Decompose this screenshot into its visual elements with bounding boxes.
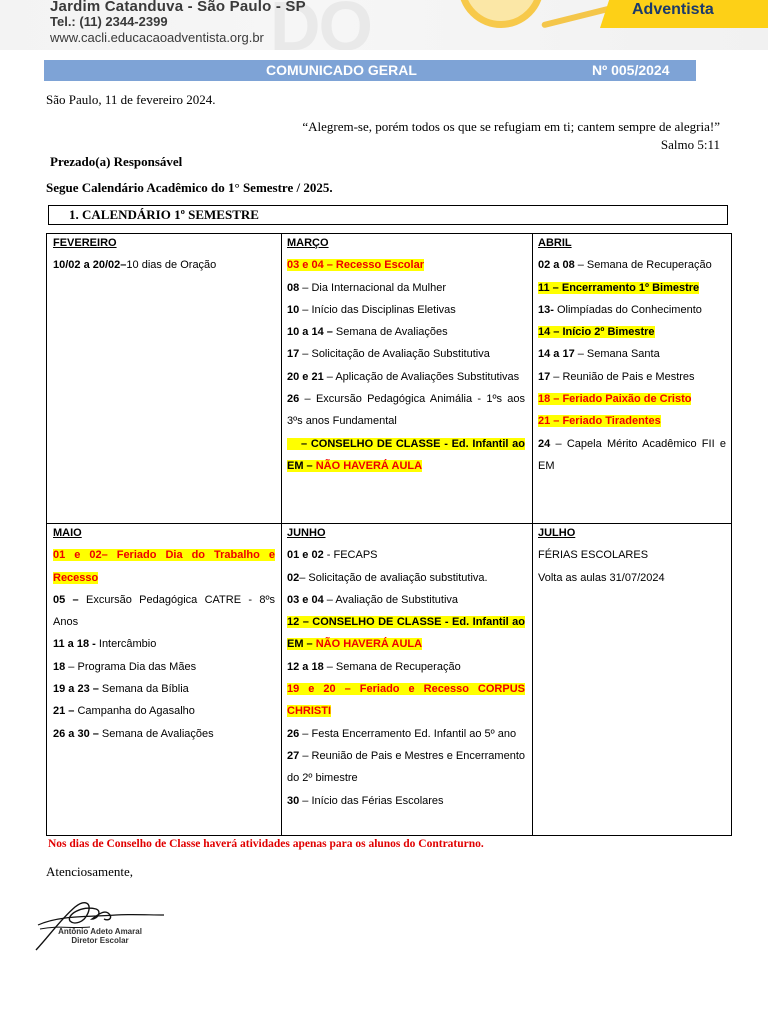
calendar-entry: 20 e 21 – Aplicação de Avaliações Substitutivas	[287, 370, 520, 383]
calendar-entry: 05 – Excursão Pedagógica CATRE - 8ºs Anos	[53, 593, 275, 629]
calendar-entry: 17 – Reunião de Pais e Mestres	[538, 370, 695, 383]
document-number: Nº 005/2024	[592, 62, 670, 78]
section-heading-box	[48, 205, 728, 225]
calendar-entry: 11 a 18 - Intercâmbio	[53, 638, 157, 651]
calendar-entry: 18 – Programa Dia das Mães	[53, 660, 197, 673]
calendar-entry: 30 – Início das Férias Escolares	[287, 794, 444, 807]
calendar-entry: 19 a 23 – Semana da Bíblia	[53, 683, 189, 696]
calendar-entry: 19 e 20 – Feriado e Recesso CORPUS CHRISTI	[287, 683, 525, 718]
calendar-entry: 08 – Dia Internacional da Mulher	[287, 281, 446, 294]
month-cell-maio	[53, 522, 275, 745]
calendar-entry: 02– Solicitação de avaliação substitutiva.	[287, 571, 488, 584]
month-heading: JUNHO	[287, 527, 326, 539]
month-cell-fevereiro	[53, 232, 275, 277]
calendar-entry: 24 – Capela Mérito Acadêmico FII e EM	[538, 437, 726, 472]
signer-role: Diretor Escolar	[71, 936, 129, 945]
calendar-entry: 26 – Excursão Pedagógica Animália - 1ºs aos 3ºs anos Fundamental	[287, 393, 525, 428]
calendar-entry: 18 – Feriado Paixão de Cristo	[538, 393, 692, 406]
signer-name: Antônio Adeto Amaral	[58, 927, 142, 936]
calendar-entry: 14 a 17 – Semana Santa	[538, 348, 660, 361]
month-cell-marco	[287, 232, 525, 477]
calendar-entry: 14 – Início 2º Bimestre	[538, 326, 655, 339]
signature-caption	[50, 927, 150, 945]
calendar-entry: 02 a 08 – Semana de Recuperação	[538, 259, 712, 272]
adventist-logo-circle	[458, 0, 544, 28]
calendar-entry: FÉRIAS ESCOLARES	[538, 549, 649, 562]
calendar-entry: 21 – Campanha do Agasalho	[53, 705, 195, 718]
month-heading: ABRIL	[538, 237, 572, 249]
calendar-entry: 10/02 a 20/02–10 dias de Oração	[53, 259, 217, 272]
closing: Atenciosamente,	[46, 864, 133, 879]
calendar-entry: 27 – Reunião de Pais e Mestres e Encerramento do 2º bimestre	[287, 749, 525, 785]
school-address: Jardim Catanduva - São Paulo - SP	[50, 0, 306, 15]
intro-line: Segue Calendário Acadêmico do 1° Semestre / 2025.	[46, 180, 333, 195]
header-watermark: DO	[270, 0, 371, 50]
section-heading: 1. CALENDÁRIO 1º SEMESTRE	[69, 207, 259, 222]
calendar-entry: 26 a 30 – Semana de Avaliações	[53, 727, 214, 740]
school-website: www.cacli.educacaoadventista.org.br	[50, 30, 264, 45]
document-title: COMUNICADO GERAL	[266, 62, 417, 78]
brand-name: Adventista	[632, 1, 714, 18]
calendar-entry: 21 – Feriado Tiradentes	[538, 415, 661, 428]
council-note: Nos dias de Conselho de Classe haverá atividades apenas para os alunos do Contraturno.	[48, 838, 484, 850]
calendar-entry: 01 e 02– Feriado Dia do Trabalho e Recesso	[53, 549, 275, 584]
date-line: São Paulo, 11 de fevereiro 2024.	[46, 92, 216, 107]
calendar-entry: 13- Olimpíadas do Conhecimento	[538, 303, 702, 316]
table-divider	[281, 234, 282, 835]
calendar-entry: 03 e 04 – Avaliação de Substitutiva	[287, 593, 459, 606]
month-cell-abril	[538, 232, 726, 477]
bible-quote: “Alegrem-se, porém todos os que se refugiam em ti; cantem sempre de alegria!”	[302, 119, 720, 134]
calendar-entry: – CONSELHO DE CLASSE - Ed. Infantil ao EM – NÃO HAVERÁ AULA	[287, 437, 525, 472]
calendar-entry: 03 e 04 – Recesso Escolar	[287, 259, 424, 272]
month-heading: JULHO	[538, 527, 576, 539]
bible-reference: Salmo 5:11	[660, 137, 720, 152]
document-title-bar	[44, 60, 696, 81]
calendar-entry: 10 a 14 – Semana de Avaliações	[287, 326, 448, 339]
calendar-entry: 11 – Encerramento 1º Bimestre	[538, 281, 700, 294]
month-heading: FEVEREIRO	[53, 237, 117, 249]
table-divider	[532, 234, 533, 835]
month-cell-junho	[287, 522, 525, 812]
calendar-entry: 10 – Início das Disciplinas Eletivas	[287, 303, 456, 316]
month-cell-julho	[538, 522, 726, 589]
calendar-entry: 26 – Festa Encerramento Ed. Infantil ao 5º ano	[287, 727, 517, 740]
greeting: Prezado(a) Responsável	[50, 154, 183, 169]
calendar-entry: 01 e 02 - FECAPS	[287, 549, 378, 562]
school-phone: Tel.: (11) 2344-2399	[50, 14, 168, 29]
calendar-entry: Volta as aulas 31/07/2024	[538, 571, 665, 584]
signature-image	[30, 895, 170, 955]
calendar-table	[46, 233, 732, 836]
calendar-entry: 12 a 18 – Semana de Recuperação	[287, 660, 461, 673]
school-header	[0, 0, 768, 50]
calendar-entry: 17 – Solicitação de Avaliação Substitutiva	[287, 348, 490, 361]
calendar-entry: 12 – CONSELHO DE CLASSE - Ed. Infantil ao EM – NÃO HAVERÁ AULA	[287, 616, 525, 651]
month-heading: MARÇO	[287, 237, 329, 249]
month-heading: MAIO	[53, 527, 82, 539]
